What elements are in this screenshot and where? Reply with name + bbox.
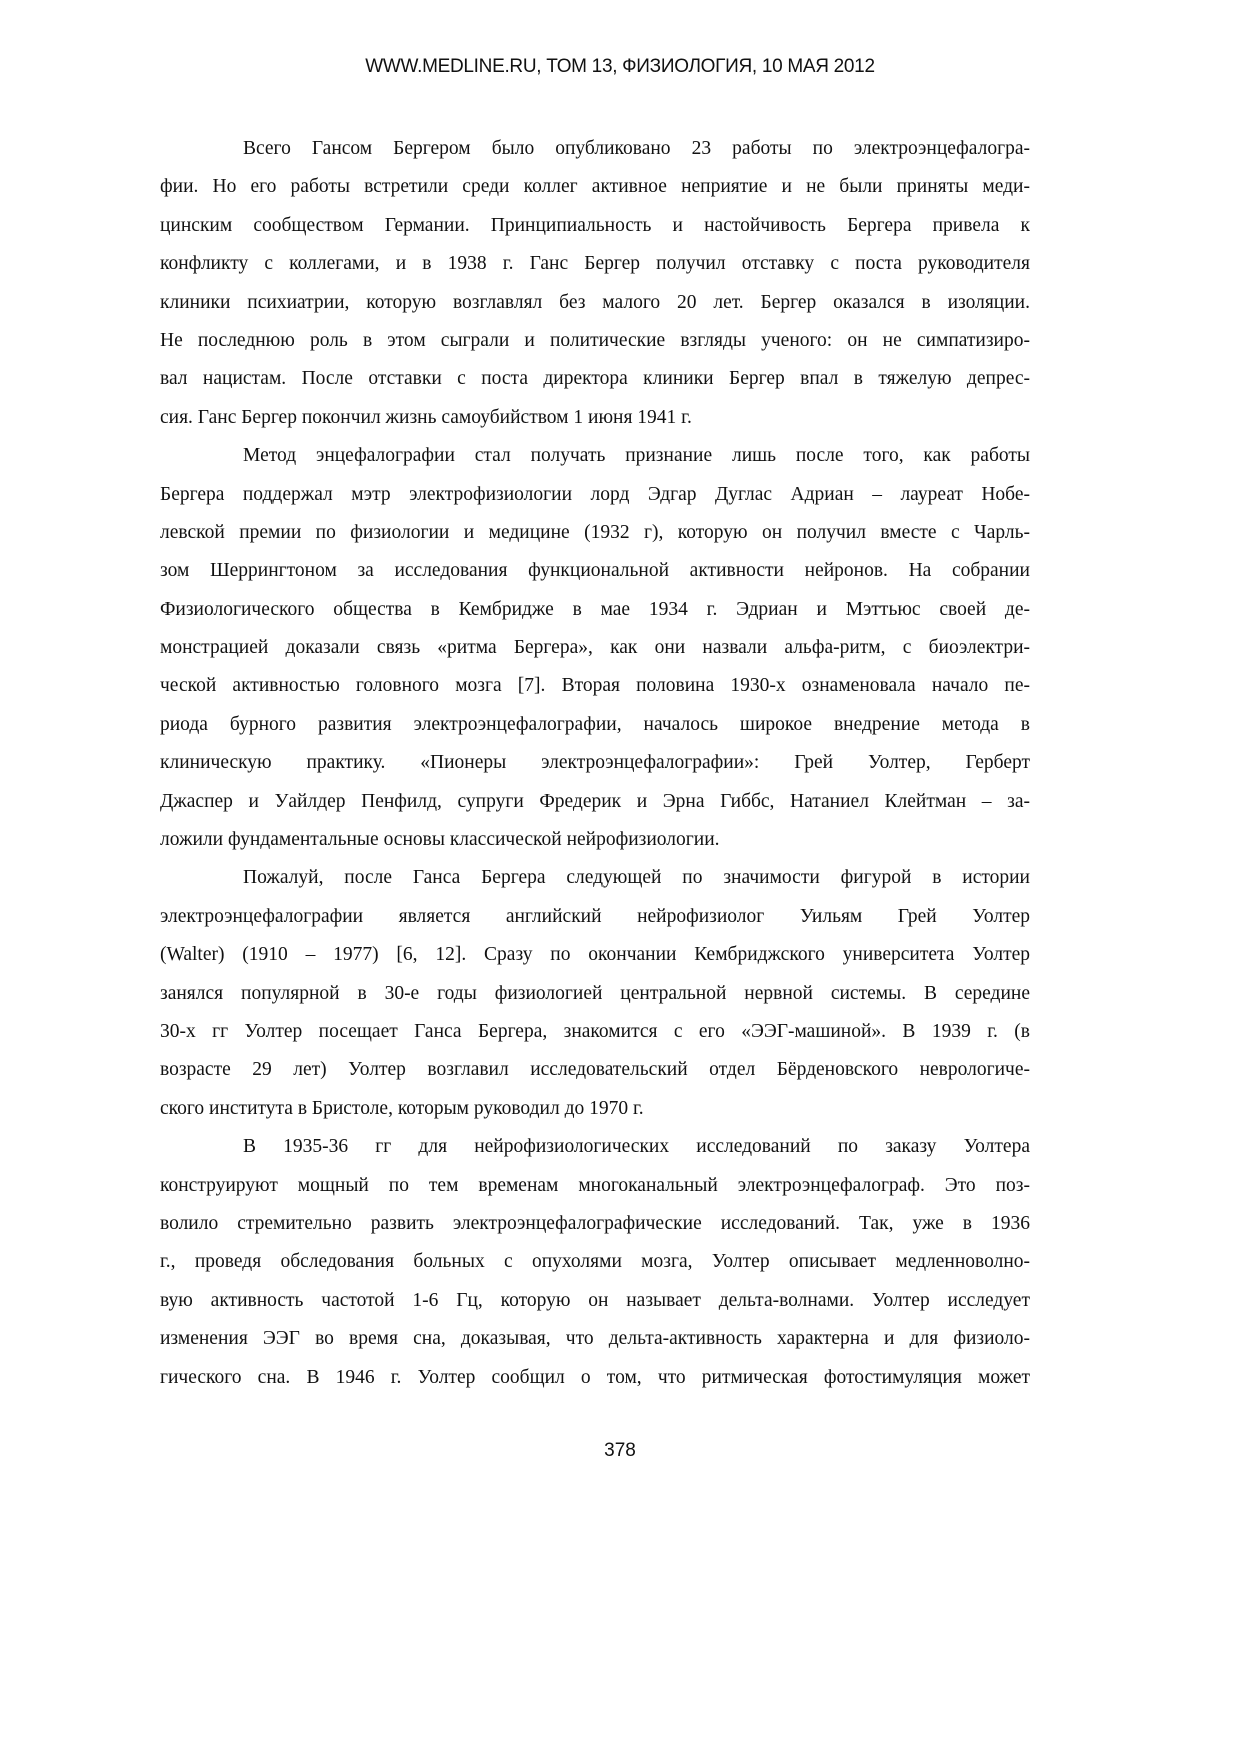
text-line: вал нацистам. После отставки с поста директора клиники Бергер впал в тяжелую депрес- [160,368,1030,390]
text-line: Не последнюю роль в этом сыграли и политические взгляды ученого: он не симпатизиро- [160,329,1030,351]
text-line: изменения ЭЭГ во время сна, доказывая, что дельта-активность характерна и для физиоло- [160,1328,1030,1350]
page-number: 378 [604,1440,636,1461]
article-body [160,130,1030,1397]
text-line: В 1935-36 гг для нейрофизиологических исследований по заказу Уолтера [243,1136,1030,1158]
paragraph [160,1128,1030,1397]
text-line: фии. Но его работы встретили среди коллег активное неприятие и не были приняты меди- [160,176,1030,198]
text-line: Метод энцефалографии стал получать признание лишь после того, как работы [243,445,1030,467]
paragraph [160,859,1030,1128]
text-line: г., проведя обследования больных с опухолями мозга, Уолтер описывает медленноволно- [160,1251,1030,1273]
text-line: 30-х гг Уолтер посещает Ганса Бергера, знакомится с его «ЭЭГ-машиной». В 1939 г. (в [160,1020,1030,1042]
text-line: ского института в Бристоле, которым руководил до 1970 г. [160,1097,644,1119]
text-line: цинским сообществом Германии. Принципиальность и настойчивость Бергера привела к [160,214,1030,236]
text-line: конструируют мощный по тем временам многоканальный электроэнцефалограф. Это поз- [160,1174,1030,1196]
text-line: ческой активностью головного мозга [7]. Вторая половина 1930-х ознаменовала начало пе- [160,675,1030,697]
text-line: (Walter) (1910 – 1977) [6, 12]. Сразу по окончании Кембриджского университета Уолтер [160,944,1030,966]
paragraph [160,437,1030,859]
text-line: монстрацией доказали связь «ритма Бергера», как они назвали альфа-ритм, с биоэлектри- [160,637,1030,659]
text-line: сия. Ганс Бергер покончил жизнь самоубийством 1 июня 1941 г. [160,406,692,428]
text-line: ложили фундаментальные основы классической нейрофизиологии. [160,829,720,851]
text-line: гического сна. В 1946 г. Уолтер сообщил о том, что ритмическая фотостимуляция может [160,1366,1030,1388]
paragraph [160,130,1030,437]
text-line: Джаспер и Уайлдер Пенфилд, супруги Фредерик и Эрна Гиббс, Натаниел Клейтман – за- [160,790,1030,812]
text-line: Всего Гансом Бергером было опубликовано 23 работы по электроэнцефалогра- [243,138,1030,159]
running-header: WWW.MEDLINE.RU, ТОМ 13, ФИЗИОЛОГИЯ, 10 МАЯ 2012 [365,56,875,77]
text-line: конфликту с коллегами, и в 1938 г. Ганс Бергер получил отставку с поста руководителя [160,253,1030,275]
text-line: риода бурного развития электроэнцефалографии, началось широкое внедрение метода в [160,713,1030,735]
text-line: клиники психиатрии, которую возглавлял без малого 20 лет. Бергер оказался в изоляции. [160,291,1030,313]
text-line: Физиологического общества в Кембридже в мае 1934 г. Эдриан и Мэттьюс своей де- [160,598,1030,620]
text-line: волило стремительно развить электроэнцефалографические исследований. Так, уже в 1936 [160,1212,1030,1234]
text-line: занялся популярной в 30-е годы физиологией центральной нервной системы. В середине [160,982,1030,1004]
text-line: Бергера поддержал мэтр электрофизиологии лорд Эдгар Дуглас Адриан – лауреат Нобе- [160,483,1030,505]
text-line: вую активность частотой 1-6 Гц, которую он называет дельта-волнами. Уолтер исследует [160,1289,1030,1311]
text-line: клиническую практику. «Пионеры электроэнцефалографии»: Грей Уолтер, Герберт [160,752,1030,774]
text-line: возрасте 29 лет) Уолтер возглавил исследовательский отдел Бёрденовского неврологиче- [160,1059,1030,1081]
text-line: электроэнцефалографии является английский нейрофизиолог Уильям Грей Уолтер [160,905,1030,927]
text-line: левской премии по физиологии и медицине (1932 г), которую он получил вместе с Чарль- [160,521,1030,543]
text-line: Пожалуй, после Ганса Бергера следующей по значимости фигурой в истории [243,867,1030,889]
text-line: зом Шеррингтоном за исследования функциональной активности нейронов. На собрании [160,560,1030,582]
